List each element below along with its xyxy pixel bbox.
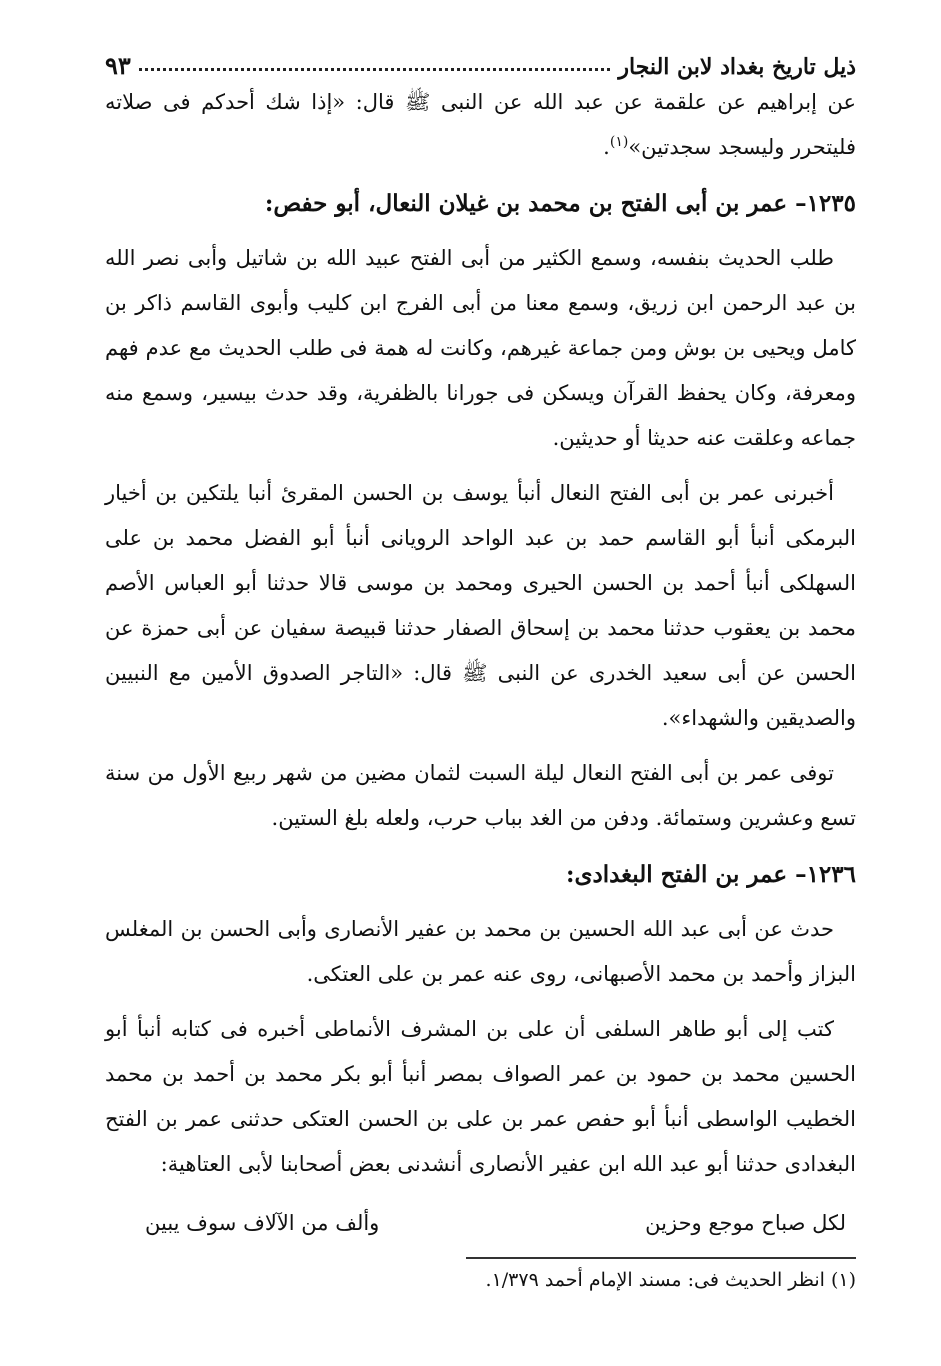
- entry-1236-biography: حدث عن أبى عبد الله الحسين بن محمد بن عفير الأنصارى وأبى الحسن بن المغلس البزاز وأحمد بن محمد الأصبهانى، روى عنه عمر بن على العتكى.: [105, 917, 856, 986]
- book-page: [105, 28, 856, 1366]
- page-header: [105, 28, 856, 80]
- verse-second-hemistich: وألف من الآلاف سوف يبين: [145, 1211, 380, 1235]
- footnote: (١) انظر الحديث فى: مسند الإمام أحمد ١/٣٧٩.: [485, 1269, 856, 1291]
- entry-heading-1236: ١٢٣٦– عمر بن الفتح البغدادى:: [565, 861, 856, 888]
- footnote-reference: (١): [609, 134, 629, 150]
- poetry-verse: [105, 1201, 856, 1245]
- paragraph-text: عن إبراهيم عن علقمة عن عبد الله عن النبى ﷺ قال: «إذا شك أحدكم فى صلاته فليتحرر وليسجد سجدتين»: [105, 90, 856, 159]
- verse-first-hemistich: لكل صباح موجع وحزين: [645, 1211, 846, 1235]
- entry-1236-chain: كتب إلى أبو طاهر السلفى أن على بن المشرف الأنماطى أخبره فى كتابه أنبأ أبو الحسين محمد بن حمود بن عمر الصواف بمصر أنبأ أبو بكر محمد بن أحمد بن محمد الخطيب الواسطى أنبأ أبو حفص عمر بن على بن الحسن العتكى حدثنى عمر بن الفتح البغدادى حدثنا أبو عبد الله ابن عفير الأنصارى أنشدنى بعض أصحابنا لأبى العتاهية:: [105, 1017, 856, 1176]
- entry-heading-1235: ١٢٣٥– عمر بن أبى الفتح بن محمد بن غيلان النعال، أبو حفص:: [264, 190, 856, 217]
- entry-1235-death: توفى عمر بن أبى الفتح النعال ليلة السبت لثمان مضين من شهر ربيع الأول من سنة تسع وعشرين وستمائة. ودفن من الغد بباب حرب، ولعله بلغ الستين.: [105, 761, 856, 830]
- paragraph-continuation: [105, 80, 856, 170]
- footnote-divider: [466, 1257, 856, 1259]
- page-number: ٩٣: [105, 51, 131, 80]
- running-title: ذيل تاريخ بغداد لابن النجار: [618, 54, 856, 80]
- entry-1235-hadith-chain: أخبرنى عمر بن أبى الفتح النعال أنبأ يوسف بن الحسن المقرئ أنبا يلتكين بن أخيار البرمكى أنبأ أبو القاسم حمد بن عبد الواحد الرويانى أنبأ أبو الفضل محمد بن على السهلكى أنبأ أحمد بن الحسن الحيرى ومحمد بن موسى قالا حدثنا أبو العباس الأصم محمد بن يعقوب حدثنا محمد بن إسحاق الصفار حدثنا قبيصة سفيان عن أبى حمزة عن الحسن عن أبى سعيد الخدرى عن النبى ﷺ قال: «التاجر الصدوق الأمين مع النبيين والصديقين والشهداء».: [105, 481, 856, 730]
- entry-1235-biography: طلب الحديث بنفسه، وسمع الكثير من أبى الفتح عبيد الله بن شاتيل وأبى نصر الله بن عبد الرحمن ابن زريق، وسمع معنا من أبى الفرج ابن كليب وأبوى القاسم ذاكر بن كامل ويحيى بن بوش ومن جماعة غيرهم، وكانت له همة فى طلب الحديث مع عدم فهم ومعرفة، وكان يحفظ القرآن ويسكن فى جورانا بالظفرية، وقد حدث بيسير، وسمع منه جماعه وعلقت عنه حديثا أو حديثين.: [105, 246, 856, 450]
- header-leader-dots: [139, 68, 611, 71]
- paragraph-end: .: [603, 135, 610, 159]
